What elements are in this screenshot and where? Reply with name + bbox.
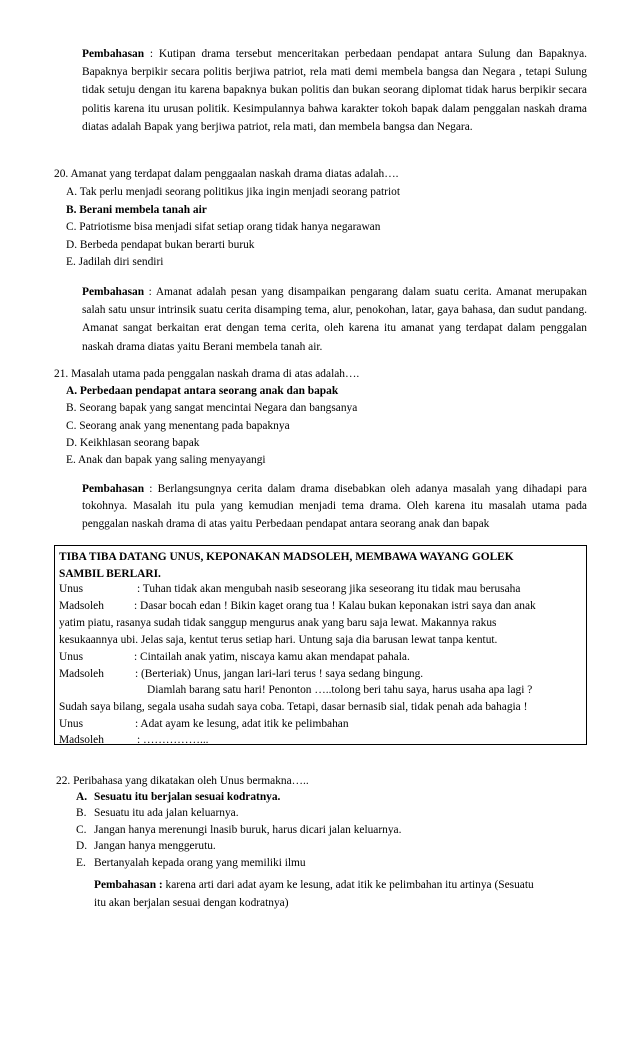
speaker-name: Madsoleh <box>59 668 104 680</box>
q22-option-d <box>76 838 401 854</box>
q22-option-e <box>76 855 401 871</box>
speaker-name: Madsoleh <box>59 600 104 612</box>
q20-option-c: C. Patriotisme bisa menjadi sifat setiap orang tidak hanya negarawan <box>66 221 381 234</box>
pembahasan-21 <box>82 481 587 533</box>
dialogue-text: : Cintailah anak yatim, niscaya kamu akan mendapat pahala. <box>134 651 410 663</box>
option-letter: B. <box>76 807 87 820</box>
q20-option-d: D. Berbeda pendapat bukan berarti buruk <box>66 238 255 251</box>
dialogue-text: : ……………... <box>137 734 209 746</box>
pembahasan-label: Pembahasan : <box>94 879 163 891</box>
option-text: Bertanyalah kepada orang yang memiliki ilmu <box>94 856 306 869</box>
q22-options <box>76 789 401 871</box>
drama-excerpt-box <box>54 545 587 745</box>
speaker-name: Unus <box>59 583 84 595</box>
question-22: 22. Peribahasa yang dikatakan oleh Unus bermakna….. <box>56 775 309 787</box>
pembahasan-label: Pembahasan <box>82 483 145 495</box>
option-letter: A. <box>76 791 88 803</box>
drama-line <box>59 581 520 598</box>
drama-line <box>59 716 349 733</box>
pembahasan-text: : Berlangsungnya cerita dalam drama disebabkan oleh adanya masalah yang dihadapi para tokohnya. Masalah itu pula yang kemudian menjadi tema drama. Oleh karena itu masalah utama pada penggalan naskah drama di atas yaitu Perbedaan pendapat antara seorang anak dan bapak <box>82 483 587 530</box>
speaker-name: Madsoleh <box>59 734 104 746</box>
q21-option-e: E. Anak dan bapak yang saling menyayangi <box>66 454 266 467</box>
drama-line <box>147 682 532 699</box>
pembahasan-text: : Kutipan drama tersebut menceritakan perbedaan pendapat antara Sulung dan Bapaknya. Bapaknya berpikir secara politis berjiwa patriot, rela mati demi membela bangsa dan Negara , tetapi Sulung tidak setuju dengan itu karena bapaknya bukan politis dan bukan seorang diplomat tidak harus berpikir secara politis karena itu urusan politik. Kesimpulannya bahwa karakter tokoh bapak dalam penggalan naskah drama diatas adalah Bapak yang berjiwa patriot, rela mati, dan membela bangsa dan Negara. <box>82 48 587 133</box>
pembahasan-label: Pembahasan <box>82 48 145 60</box>
q21-option-d: D. Keikhlasan seorang bapak <box>66 436 200 449</box>
drama-line <box>59 598 536 615</box>
drama-heading-1: TIBA TIBA DATANG UNUS, KEPONAKAN MADSOLEH, MEMBAWA WAYANG GOLEK <box>59 551 514 563</box>
dialogue-text: yatim piatu, rasanya sudah tidak sanggup mengurus anak yang baru saja lewat. Makannya rakus <box>59 617 497 629</box>
q22-option-c <box>76 822 401 838</box>
pembahasan-text: itu akan berjalan sesuai dengan kodratnya) <box>94 897 289 909</box>
drama-line <box>59 699 527 716</box>
drama-line <box>59 632 497 649</box>
drama-line <box>59 732 209 749</box>
dialogue-text: kesukaannya ubi. Jelas saja, kentut terus setiap hari. Untung saja dia barusan lewat tanpa kentut. <box>59 634 498 646</box>
q20-option-a: A. Tak perlu menjadi seorang politikus jika ingin menjadi seorang patriot <box>66 186 400 198</box>
q22-option-a <box>76 789 401 805</box>
dialogue-text: : Dasar bocah edan ! Bikin kaget orang tua ! Kalau bukan keponakan istri saya dan anak <box>134 600 536 612</box>
pembahasan-19 <box>82 45 587 136</box>
dialogue-text: : (Berteriak) Unus, jangan lari-lari terus ! saya sedang bingung. <box>135 668 424 680</box>
drama-line <box>59 666 423 683</box>
q20-options <box>66 184 400 272</box>
dialogue-text: : Tuhan tidak akan mengubah nasib seseorang jika seseorang itu tidak mau berusaha <box>137 583 521 595</box>
q20-option-e: E. Jadilah diri sendiri <box>66 256 164 269</box>
dialogue-text: Sudah saya bilang, segala usaha sudah saya coba. Tetapi, dasar bernasib sial, tidak penah ada bahagia ! <box>59 701 528 713</box>
dialogue-text: Diamlah barang satu hari! Penonton …..tolong beri tahu saya, harus usaha apa lagi ? <box>147 684 533 696</box>
option-letter: E. <box>76 856 86 869</box>
pembahasan-text: : Amanat adalah pesan yang disampaikan pengarang dalam suatu cerita. Amanat merupakan salah satu unsur intrinsik suatu cerita disamping tema, alur, penokohan, latar, gaya bahasa, dan sudut pandang. Amanat sangat berkaitan erat dengan tema cerita, oleh karena itu amanat yang terdapat dalam penggalan naskah drama diatas yaitu Berani membela tanah air. <box>82 286 587 353</box>
q21-option-b: B. Seorang bapak yang sangat mencintai Negara dan bangsanya <box>66 402 358 415</box>
option-text: Jangan hanya merenungi lnasib buruk, harus dicari jalan keluarnya. <box>94 823 402 836</box>
pembahasan-label: Pembahasan <box>82 286 145 298</box>
option-text: Jangan hanya menggerutu. <box>94 840 216 853</box>
pembahasan-text: karena arti dari adat ayam ke lesung, adat itik ke pelimbahan itu artinya (Sesuatu <box>165 879 534 891</box>
q21-options <box>66 383 357 469</box>
drama-heading-2: SAMBIL BERLARI. <box>59 568 161 580</box>
speaker-name: Unus <box>59 718 84 730</box>
pembahasan-20 <box>82 283 587 356</box>
dialogue-text: : Adat ayam ke lesung, adat itik ke pelimbahan <box>135 718 349 730</box>
pembahasan-line <box>94 876 534 894</box>
question-20: 20. Amanat yang terdapat dalam penggaalan naskah drama diatas adalah…. <box>54 168 399 180</box>
q21-option-c: C. Seorang anak yang menentang pada bapaknya <box>66 419 290 432</box>
drama-line <box>59 615 496 632</box>
option-text: Sesuatu itu ada jalan keluarnya. <box>94 807 239 820</box>
drama-line <box>59 649 410 666</box>
q20-option-b: B. Berani membela tanah air <box>66 203 207 216</box>
pembahasan-22 <box>94 876 534 912</box>
q22-option-b <box>76 805 401 821</box>
q21-option-a: A. Perbedaan pendapat antara seorang anak dan bapak <box>66 385 339 397</box>
option-letter: C. <box>76 823 87 836</box>
question-21: 21. Masalah utama pada penggalan naskah drama di atas adalah…. <box>54 368 360 380</box>
option-text: Sesuatu itu berjalan sesuai kodratnya. <box>94 791 281 803</box>
option-letter: D. <box>76 840 88 853</box>
speaker-name: Unus <box>59 651 84 663</box>
